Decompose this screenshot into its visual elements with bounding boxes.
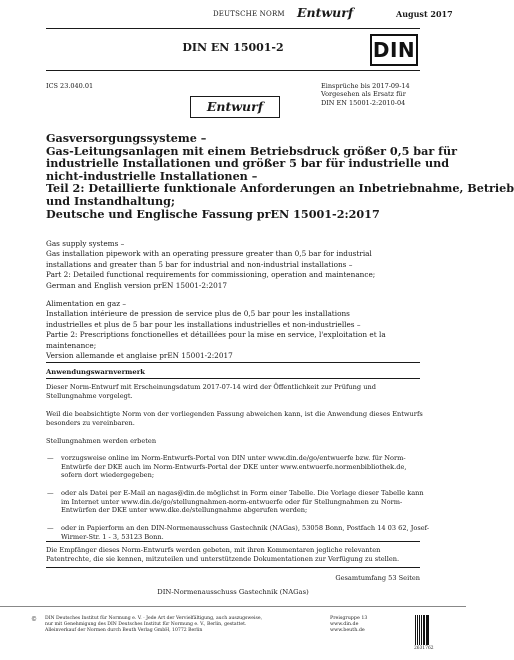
copyright-symbol: © <box>31 616 37 623</box>
top-bar <box>0 0 466 26</box>
title-en-line: German and English version prEN 15001-2:2017 <box>46 280 228 290</box>
note-line: Einsprüche bis 2017-09-14 <box>321 82 410 90</box>
patent-paragraph <box>46 546 424 563</box>
paragraph-line: Stellungnahme vorgelegt. <box>46 391 133 400</box>
din-logo-text: DIN <box>372 38 416 62</box>
status-label: Entwurf <box>297 5 354 20</box>
standard-code: DIN EN 15001-2 <box>182 41 284 54</box>
bullet-dash: — <box>47 454 54 462</box>
paragraph-line: besonders zu vereinbaren. <box>46 418 135 427</box>
title-fr-line: Installation intérieure de pression de service plus de 0,5 bar pour les installations <box>46 309 350 319</box>
header-divider <box>46 70 420 71</box>
page-count: Gesamtumfang 53 Seiten <box>335 574 420 582</box>
beuth-website: www.beuth.de <box>330 628 365 633</box>
patent-divider <box>46 541 420 542</box>
warning-top-divider <box>46 362 420 363</box>
legal-line: DIN Deutsches Institut für Normung e. V. · Jede Art der Vervielfältigung, auch auszugsweise, <box>45 616 263 621</box>
issue-date: August 2017 <box>396 9 453 19</box>
warning-heading: Anwendungswarnvermerk <box>46 368 145 376</box>
title-german <box>46 131 514 221</box>
footer <box>0 606 466 660</box>
bullet-line: Entwürfe der DKE auch im Norm-Entwurfs-Portal der DKE unter www.entwuerfe.normenbibliothek.de, <box>61 462 407 471</box>
title-fr-line: maintenance; <box>46 340 97 350</box>
title-en-line: Part 2: Detailed functional requirements for commissioning, operation and maintenance; <box>46 270 376 280</box>
note-line: Vorgesehen als Ersatz für <box>321 90 406 99</box>
bullet-line: oder in Papierform an den DIN-Normenausschuss Gastechnik (NAGas), 53058 Bonn, Postfach 14 03 62, Josef- <box>61 524 430 532</box>
bullet-dash: — <box>47 489 54 497</box>
din-website: www.din.de <box>330 622 359 627</box>
paragraph-line: Patentrechte, die sie kennen, mitzuteilen und unterstützende Dokumentationen zur Verfügung zu stellen. <box>46 554 400 563</box>
warning-paragraph-2 <box>46 410 424 427</box>
order-number: 2631762 <box>414 646 434 651</box>
title-de-line: Gas-Leitungsanlagen mit einem Betriebsdruck größer 0,5 bar für <box>46 143 457 158</box>
paragraph-line: Die Empfänger dieses Norm-Entwurfs werden gebeten, mit ihren Kommentaren jegliche relevanten <box>46 546 381 554</box>
legal-notice <box>45 616 262 634</box>
barcode-icon <box>415 615 429 645</box>
bullet-line: im Internet unter www.din.de/go/stellungnahmen-norm-entwuerfe oder für Stellungnahmen zu Norm- <box>61 497 403 506</box>
top-divider <box>46 28 420 29</box>
draft-box: Entwurf <box>190 96 280 118</box>
warning-heading-divider <box>46 378 420 379</box>
bullet-line: Entwürfen der DKE unter www.dke.de/stellungnahme abgerufen werden; <box>61 506 308 515</box>
title-de-line: und Instandhaltung; <box>46 193 176 208</box>
price-group: Preisgruppe 13 <box>330 616 368 621</box>
bullet-line: vorzugsweise online im Norm-Entwurfs-Portal von DIN unter www.din.de/go/entwuerfe bzw. für Norm- <box>61 454 406 462</box>
bullet-line: sofern dort wiedergegeben; <box>61 471 155 480</box>
ics-code: ICS 23.040.01 <box>46 82 94 90</box>
warning-paragraph-1 <box>46 383 424 400</box>
title-en-line: Gas supply systems – <box>46 239 125 248</box>
title-fr-line: Alimentation en gaz – <box>46 299 127 308</box>
legal-line: nur mit Genehmigung des DIN Deutsches Institut für Normung e. V., Berlin, gestattet. <box>45 622 247 627</box>
legal-line: Alleinverkauf der Normen durch Beuth Verlag GmbH, 10772 Berlin <box>45 628 203 633</box>
title-french <box>46 299 424 361</box>
title-de-line: Deutsche und Englische Fassung prEN 15001-2:2017 <box>46 206 380 221</box>
title-de-line: industrielle Installationen und größer 5 bar für industrielle und <box>46 156 450 171</box>
committee-name: DIN-Normenausschuss Gastechnik (NAGas) <box>157 588 309 596</box>
note-line: DIN EN 15001-2:2010-04 <box>321 98 406 107</box>
bullet-dash: — <box>47 524 54 532</box>
title-en-line: Gas installation pipework with an operating pressure greater than 0,5 bar for industrial <box>46 249 372 259</box>
replacement-notes <box>321 82 410 107</box>
title-fr-line: industrielles et plus de 5 bar pour les installations industrielles et non-industrielles – <box>46 319 361 329</box>
title-en-line: installations and greater than 5 bar for industrial and non-industrial installations – <box>46 259 353 269</box>
paragraph-line: Stellungnahmen werden erbeten <box>46 437 157 445</box>
din-logo <box>370 34 418 66</box>
paragraph-line: Weil die beabsichtigte Norm von der vorliegenden Fassung abweichen kann, ist die Anwendung dieses Entwurfs <box>46 410 423 418</box>
patent-bottom-divider <box>46 567 420 568</box>
title-fr-line: Partie 2: Prescriptions fonctionelles et détaillées pour la mise en service, l'exploitation et la <box>46 330 386 340</box>
title-de-line: Gasversorgungssysteme – <box>46 131 207 145</box>
title-english <box>46 239 424 291</box>
comments-intro <box>46 437 424 446</box>
paragraph-line: Dieser Norm-Entwurf mit Erscheinungsdatum 2017-07-14 wird der Öffentlichkeit zur Prüfung und <box>46 383 376 391</box>
title-fr-line: Version allemande et anglaise prEN 15001-2:2017 <box>46 351 233 361</box>
bullet-line: Wirmer-Str. 1 - 3, 53123 Bonn. <box>61 532 164 541</box>
title-de-line: Teil 2: Detaillierte funktionale Anforderungen an Inbetriebnahme, Betrieb <box>46 181 514 196</box>
bullet-line: oder als Datei per E-Mail an nagas@din.de möglichst in Form einer Tabelle. Die Vorlage dieser Tabelle kann <box>61 489 424 497</box>
publisher-label: DEUTSCHE NORM <box>213 10 285 18</box>
price-info <box>330 616 367 634</box>
title-de-line: nicht-industrielle Installationen – <box>46 168 258 183</box>
